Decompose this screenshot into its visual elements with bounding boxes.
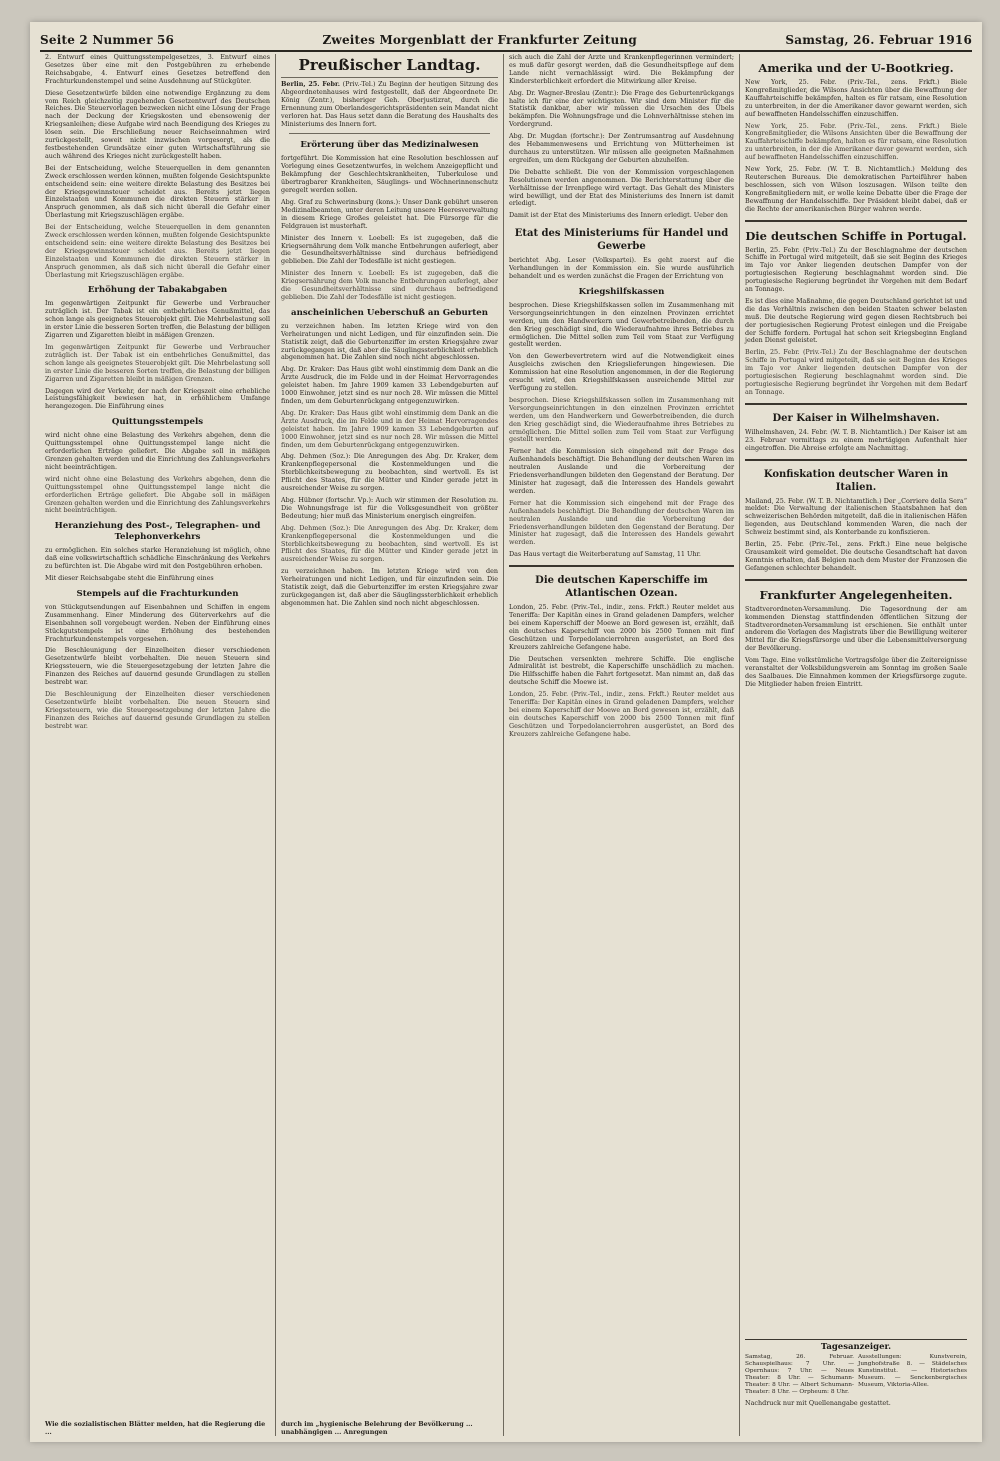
section-subheading: Stempels auf die Frachturkunden [76,588,239,599]
article-headline: Frankfurter Angelegenheiten. [759,587,953,602]
divider [745,403,967,405]
article-paragraph: besprochen. Diese Kriegshilfskassen sollen im Zusammenhang mit Versorgungseinrichtungen in den einzelnen Provinzen errichtet werden, um den Handwerkern und Gewerbetreibenden, die durch den Krieg geschädigt sind, die Wiederaufnahme ihres Betriebes zu ermöglichen. Die Mittel sollen zum Teil vom Staat zur Verfügung gestellt werden. [509,395,734,444]
dateline: Berlin, 25. Febr. [281,80,341,88]
header-page-number: Seite 2 Nummer 56 [40,33,175,47]
article-paragraph: wird nicht ohne eine Belastung des Verkehrs abgehen, denn die Quittungsstempel ohne Quittungsstempel lange nicht die erforderlichen Erträge geliefert. Die Abgabe soll in mäßigen Grenzen gehalten werden und die Einrichtung des Zahlungsverkehrs nicht beeinträchtigen. [45,474,270,515]
header-date: Samstag, 26. Februar 1916 [785,33,972,47]
column-2 [276,54,504,1436]
article-paragraph: Bei der Entscheidung, welche Steuerquellen in dem genannten Zweck erschlossen werden können, mußten folgende Gesichtspunkte entscheidend sein: eine weitere direkte Belastung des Besitzes bei der Kriegsgewinnsteuer scheidet aus. Bereits jetzt liegen Einzelstaaten und Kommunen die direkten Steuern stärker in Anspruch genommen, als daß sich nicht überall die Gefahr einer Überlastung mit Kriegszuschlägen ergäbe. [45,223,270,279]
article-paragraph: Von den Gewerbevertretern wird auf die Notwendigkeit eines Ausgleichs zwischen den Kriegslieferungen hingewiesen. Die Kommission hat eine Resolution angenommen, in der die Regierung ersucht wird, den Kriegshilfskassen ausreichende Mittel zur Verfügung zu stellen. [509,352,734,392]
newspaper-page [30,22,982,1442]
article-paragraph: zu verzeichnen haben. Im letzten Kriege wird von den Verheiratungen und nicht Ledigen, und für einzufinden sein. Die Statistik zeigt, daß die Geburtenziffer im ersten Kriegsjahre zwar zurückgegangen ist, daß aber die Säuglingssterblichkeit erheblich abgenommen hat. Die Zahlen sind noch nicht abgeschlossen. [281,567,498,607]
article-paragraph: Abg. Hübner (fortschr. Vp.): Auch wir stimmen der Resolution zu. Die Wohnungsfrage ist für die Volksgesundheit von größter Bedeutung; hier muß das Ministerium energisch eingreifen. [281,495,498,520]
article-paragraph: fortgeführt. Die Kommission hat eine Resolution beschlossen auf Vorlegung eines Gesetzentwurfes, in welchem Anzeigepflicht und Bekämpfung der Geschlechtskrankheiten, Tuberkulose und übertragbarer Krankheiten, Säuglings- und Wöchnerinnenschutz geregelt werden sollen. [281,154,498,195]
article-paragraph: von Stückgutsendungen auf Eisenbahnen und Schiffen in engem Zusammenhang. Einer Minderung des Güterverkehrs auf die Eisenbahnen soll vorgebeugt werden. Neben der Einführung eines Stückgutstempels ist eine Erhöhung des bestehenden Frachturkundenstempels vorgesehen. [45,602,270,643]
divider [289,133,490,134]
section-heading: Der Kaiser in Wilhelmshaven. [772,412,940,424]
listings-title: Tagesanzeiger. [820,1342,892,1352]
article-paragraph: Berlin, 25. Febr. (Priv.-Tel.) Zu der Beschlagnahme der deutschen Schiffe in Portugal wird mitgeteilt, daß sie seit Beginn des Krieges im Tajo vor Anker liegenden deutschen Dampfer von der portugiesischen Regierung beschlagnahmt worden sind. Die portugiesische Regierung begründet ihr Vorgehen mit dem Bedarf an Tonnage. [745,245,967,294]
article-paragraph: Abg. Dr. Kraker: Das Haus gibt wohl einstimmig dem Dank an die Ärzte Ausdruck, die im Felde und in der Heimat Hervorragendes geleistet haben. Im Jahre 1909 kamen 33 Lebendgeburten auf 1000 Einwohner, jetzt sind es nur noch 28. Wir müssen die Mittel finden, um dem Geburtenrückgang entgegenzuwirken. [281,408,498,449]
article-paragraph: New York, 25. Febr. (Priv.-Tel., zens. Frkft.) Biele Kongreßmitglieder, die Wilsons Ansichten über die Bewaffnung der Kauffahrteischiffe bekämpfen, halten es für ratsam, eine Resolution zu unterbreiten, in der die Amerikaner davor gewarnt werden, sich auf bewaffneten Handelsschiffen einzuschiffen. [745,78,967,118]
article-paragraph: zu ermöglichen. Ein solches starke Heranziehung ist möglich, ohne daß eine volkswirtschaftlich schädliche Einschränkung des Verkehrs zu befürchten ist. Die Abgabe wird mit den Postgebühren erhoben. [45,546,270,571]
article-paragraph: Die Deutschen versenkten mehrere Schiffe. Die englische Admiralität ist bestrebt, die Kaperschiffe unschädlich zu machen. Die Hilfsschiffe haben die Fahrt fortgesetzt. Man nimmt an, daß das deutsche Schiff die Moewe ist. [509,654,734,687]
section-heading: Die deutschen Kaperschiffe im Atlantischen Ozean. [535,575,708,600]
article-paragraph: Abg. Dr. Wagner-Breslau (Zentr.): Die Frage des Geburtenrückgangs halte ich für eine der wichtigsten. Wir sind dem Minister für die Statistik dankbar, aber wir müssen die Ursachen des Übels bekämpfen. Die Wohnungsfrage und die Lohnverhältnisse stehen im Vordergrund. [509,88,734,129]
article-headline: Preußischer Landtag. [281,56,498,78]
article-paragraph [281,81,498,128]
column-1 [40,54,276,1436]
article-paragraph: Es ist dies eine Maßnahme, die gegen Deutschland gerichtet ist und die das Verhältnis zwischen den beiden Staaten schwer belasten muß. Die deutsche Regierung wird gegen diesen Rechtsbruch bei der portugiesischen Regierung Protest einlegen und die Freigabe der Schiffe fordern. Portugal hat schon seit Kriegsbeginn England jeden Dienst geleistet. [745,296,967,345]
article-paragraph: sich auch die Zahl der Ärzte und Krankenpflegerinnen vermindert; es muß dafür gesorgt werden, daß die Gesundheitspflege auf dem Lande nicht vernachlässigt wird. Die Bekämpfung der Kindersterblichkeit erfordert die Mitwirkung aller Kreise. [509,54,734,85]
article-headline: Die deutschen Schiffe in Portugal. [745,228,967,243]
article-paragraph: Wilhelmshaven, 24. Febr. (W. T. B. Nichtamtlich.) Der Kaiser ist am 23. Februar vormittags zu einem mehrtägigen Aufenthalt hier eingetroffen. Die Abreise erfolgte am Nachmittag. [745,427,967,452]
listings-right: Ausstellungen: Kunstverein, Junghofstraße 8. — Städelsches Kunstinstitut. — Historisches Museum. — Senckenbergisches Museum, Viktoria-Allee. [858,1354,967,1388]
section-heading: Konfiskation deutscher Waren in Italien. [763,468,949,493]
article-paragraph: Abg. Dr. Kraker: Das Haus gibt wohl einstimmig dem Dank an die Ärzte Ausdruck, die im Felde und in der Heimat Hervorragendes geleistet haben. Im Jahre 1909 kamen 33 Lebendgeburten auf 1000 Einwohner, jetzt sind es nur noch 28. Wir müssen die Mittel finden, um dem Geburtenrückgang entgegenzuwirken. [281,365,498,405]
article-paragraph: berichtet Abg. Leser (Volkspartei). Es geht zuerst auf die Verhandlungen in der Kommission ein. Sie wurde ausführlich behandelt und es werden zunächst die Fragen der Errichtung von [509,256,734,281]
section-subheading: Erörterung über das Medizinalwesen [300,140,479,151]
article-paragraph: Damit ist der Etat des Ministeriums des Innern erledigt. Ueber den [509,211,728,220]
article-paragraph: besprochen. Diese Kriegshilfskassen sollen im Zusammenhang mit Versorgungseinrichtungen in den einzelnen Provinzen errichtet werden, um den Handwerkern und Gewerbetreibenden, die durch den Krieg geschädigt sind, die Wiederaufnahme ihres Betriebes zu ermöglichen. Die Mittel sollen zum Teil vom Staat zur Verfügung gestellt werden. [509,300,734,349]
columns [40,54,972,1436]
article-paragraph: Vom Tage. Eine volkstümliche Vortragsfolge über die Zeitereignisse veranstaltet der Volksbildungsverein am Sonntag im großen Saale des Saalbaues. Die Einnahmen kommen der Kriegsfürsorge zugute. Die Mitglieder haben freien Eintritt. [745,656,967,688]
article-paragraph: Im gegenwärtigen Zeitpunkt für Gewerbe und Verbraucher zuträglich ist. Der Tabak ist ein entbehrliches Genußmittel, das schon lange als geeignetes Steuerobjekt gilt. Die Mehrbelastung soll in erster Linie die besseren Sorten treffen, die Belastung der billigen Zigarren und Zigaretten bleibt in mäßigen Grenzen. [45,299,270,340]
article-paragraph: 2. Entwurf eines Quittungsstempelgesetzes, 3. Entwurf eines Gesetzes über eine mit den Postgebühren zu erhebende Reichsabgabe, 4. Entwurf eines Gesetzes betreffend den Frachturkundenstempel und seine Ausdehnung auf Stückgüter. [45,54,270,85]
article-paragraph: Abg. Dehmen (Soz.): Die Anregungen des Abg. Dr. Kraker, dem Krankenpflegepersonal die Kostenmeldungen und die Sterblichkeitsbewegung zu beobachten, sind wertvoll. Es ist Pflicht des Staates, für die Mütter und Kinder gerade jetzt in ausreichender Weise zu sorgen. [281,523,498,564]
column-footer-line: durch im „hygienische Belehrung der Bevölkerung ... unabhängigen ... Anregungen [281,1420,473,1436]
article-paragraph: Berlin, 25. Febr. (Priv.-Tel.) Zu der Beschlagnahme der deutschen Schiffe in Portugal wird mitgeteilt, daß sie seit Beginn des Krieges im Tajo vor Anker liegenden deutschen Dampfer von der portugiesischen Regierung beschlagnahmt worden sind. Die portugiesische Regierung begründet ihr Vorgehen mit dem Bedarf an Tonnage. [745,348,967,396]
column-footer-line: Wie die sozialistischen Blätter melden, hat die Regierung die ... [45,1420,266,1436]
article-paragraph: Ferner hat die Kommission sich eingehend mit der Frage des Außenhandels beschäftigt. Die Behandlung der deutschen Waren im neutralen Auslande und die Vorbereitung der Friedensverhandlungen bildeten den Gegenstand der Beratung. Der Minister hat zugesagt, daß die Interessen des Handels gewahrt werden. [509,447,734,495]
article-paragraph: Das Haus vertagt die Weiterberatung auf Samstag, 11 Uhr. [509,550,701,559]
column-3 [504,54,740,1436]
article-paragraph: Stadtverordneten-Versammlung. Die Tagesordnung der am kommenden Dienstag stattfindenden öffentlichen Sitzung der Stadtverordneten-Versammlung ist erschienen. Sie enthält unter anderem die Vorlagen des Magistrats über die Bewilligung weiterer Mittel für die Kriegsfürsorge und über die Lebensmittelversorgung der Bevölkerung. [745,604,967,653]
column-4 [740,54,972,1436]
section-subheading: Heranziehung des Post-, Telegraphen- und Telephonverkehrs [54,521,261,543]
article-paragraph: Im gegenwärtigen Zeitpunkt für Gewerbe und Verbraucher zuträglich ist. Der Tabak ist ein entbehrliches Genußmittel, das schon lange als geeignetes Steuerobjekt gilt. Die Mehrbelastung soll in erster Linie die besseren Sorten treffen, die Belastung der billigen Zigarren und Zigaretten bleibt in mäßigen Grenzen. [45,343,270,383]
article-paragraph: Die Debatte schließt. Die von der Kommission vorgeschlagenen Resolutionen werden angenommen. Die Berichterstattung über die Verhältnisse der Irrenpflege wird vertagt. Das Gehalt des Ministers wird bewilligt, und der Etat des Ministeriums des Innern ist damit erledigt. [509,167,734,208]
section-subheading: Quittungsstempels [111,417,204,428]
divider [745,579,967,581]
article-paragraph: London, 25. Febr. (Priv.-Tel., indir., zens. Frkft.) Reuter meldet aus Teneriffa: Der Kapitän eines in Grand geladenen Dampfers, welcher bei einem Kaperschiff der Moewe an Bord gewesen ist, erzählt, daß ein deutsches Kaperschiff von 2000 bis 2500 Tonnen mit fünf Geschützen und Torpedolancierrohren ausgerüstet, an Bord des Kreuzers zahlreiche Gefangene habe. [509,603,734,651]
article-paragraph: Abg. Graf zu Schwerinsburg (kons.): Unser Dank gebührt unseren Medizinalbeamten, unter deren Leitung unsere Heeresverwaltung in diesem Kriege Großes geleistet hat. Die Fürsorge für die Feldgrauen ist musterhaft. [281,197,498,230]
article-paragraph: New York, 25. Febr. (Priv.-Tel., zens. Frkft.) Biele Kongreßmitglieder, die Wilsons Ansichten über die Bewaffnung der Kauffahrteischiffe bekämpfen, halten es für ratsam, eine Resolution zu unterbreiten, in der die Amerikaner davor gewarnt werden, sich auf bewaffneten Handelsschiffen einzuschiffen. [745,121,967,162]
section-heading: Etat des Ministeriums für Handel und Gewerbe [514,228,729,253]
article-paragraph: Berlin, 25. Febr. (Priv.-Tel., zens. Frkft.) Eine neue belgische Grausamkeit wird gemeldet. Die deutsche Gesandtschaft hat davon Kenntnis erhalten, daß Belgien nach dem Muster der Franzosen die Gefangenen schlechter behandelt. [745,540,967,572]
divider [509,565,734,567]
article-paragraph: Ferner hat die Kommission sich eingehend mit der Frage des Außenhandels beschäftigt. Die Behandlung der deutschen Waren im neutralen Auslande und die Vorbereitung der Friedensverhandlungen bildeten den Gegenstand der Beratung. Der Minister hat zugesagt, daß die Interessen des Handels gewahrt werden. [509,498,734,547]
section-subheading: Kriegshilfskassen [578,286,665,297]
listings-left: Samstag, 26. Februar. Schauspielhaus: 7 Uhr. — Opernhaus: 7 Uhr. — Neues Theater: 8 Uhr. — Schumann-Theater: 8 Uhr. — Albert Schumann-Theater: 8 Uhr. — Orpheum: 8 Uhr. [745,1354,854,1395]
article-paragraph: Die Beschleunigung der Einzelheiten dieser verschiedenen Gesetzentwürfe bleibt vorbehalten. Die neuen Steuern sind Kriegssteuern, wie die Steuergesetzgebung der letzten Jahre die Finanzen des Reiches auf dauernd gesunde Grundlagen zu stellen bestrebt war. [45,646,270,687]
page-header [40,24,972,52]
article-paragraph: Abg. Dehmen (Soz.): Die Anregungen des Abg. Dr. Kraker, dem Krankenpflegepersonal die Kostenmeldungen und die Sterblichkeitsbewegung zu beobachten, sind wertvoll. Es ist Pflicht des Staates, für die Mütter und Kinder gerade jetzt in ausreichender Weise zu sorgen. [281,452,498,493]
article-paragraph: Minister des Innern v. Loebell: Es ist zugegeben, daß die Kriegsernährung dem Volk manche Entbehrungen auferlegt, aber die Gesundheitsverhältnisse sind durchaus befriedigend geblieben. Die Zahl der Todesfälle ist nicht gestiegen. [281,269,498,301]
article-paragraph: Dagegen wird der Verkehr, der nach der Kriegszeit eine erhebliche Leistungsfähigkeit bewiesen hat, in erhöhlichem Umfange herangezogen. Die Einführung eines [45,386,270,411]
article-paragraph: London, 25. Febr. (Priv.-Tel., indir., zens. Frkft.) Reuter meldet aus Teneriffa: Der Kapitän eines in Grand geladenen Dampfers, welcher bei einem Kaperschiff der Moewe an Bord gewesen ist, erzählt, daß ein deutsches Kaperschiff von 2000 bis 2500 Tonnen mit fünf Geschützen und Torpedolancierrohren ausgerüstet, an Bord des Kreuzers zahlreiche Gefangene habe. [509,690,734,738]
article-paragraph: Mailand, 25. Febr. (W. T. B. Nichtamtlich.) Der „Corriere della Sera“ meldet: Die Verwaltung der italienischen Staatsbahnen hat den schweizerischen Behörden mitgeteilt, daß die in italienischen Häfen liegenden, aus Deutschland kommenden Waren, die nach der Schweiz bestimmt sind, als Konterbande zu konfiszieren. [745,496,967,537]
article-paragraph: Die Beschleunigung der Einzelheiten dieser verschiedenen Gesetzentwürfe bleibt vorbehalten. Die neuen Steuern sind Kriegssteuern, wie die Steuergesetzgebung der letzten Jahre die Finanzen des Reiches auf dauernd gesunde Grundlagen zu stellen bestrebt war. [45,690,270,730]
article-paragraph: Abg. Dr. Mugdan (fortschr.): Der Zentrumsantrag auf Ausdehnung des Hebammenwesens und Errichtung von Mütterheimen ist durchaus zu unterstützen. Wir müssen alle geeigneten Maßnahmen ergreifen, um dem Rückgang der Geburten abzuhelfen. [509,132,734,164]
article-paragraph: Bei der Entscheidung, welche Steuerquellen in dem genannten Zweck erschlossen werden können, mußten folgende Gesichtspunkte entscheidend sein: eine weitere direkte Belastung des Besitzes bei der Kriegsgewinnsteuer scheidet aus. Bereits jetzt liegen Einzelstaaten und Kommunen die direkten Steuern stärker in Anspruch genommen, als daß sich nicht überall die Gefahr einer Überlastung mit Kriegszuschlägen ergäbe. [45,163,270,220]
header-publication: Zweites Morgenblatt der Frankfurter Zeitung [322,33,637,47]
listings-footer: Nachdruck nur mit Quellenangabe gestattet. [745,1399,891,1407]
divider [745,220,967,222]
listings-grid [745,1354,967,1400]
article-text: (Priv.-Tel.) Zu Beginn der heutigen Sitzung des Abgeordnetenhauses wird festgestellt, daß der Abgeordnete Dr. König (Zentr.), bisheriger Geh. Oberjustizrat, durch die Ernennung zum Oberlandesgerichtspräsidenten sein Mandat nicht verloren hat. Das Haus setzt dann die Beratung des Haushalts des Ministeriums des Innern fort. [281,80,498,128]
article-paragraph: New York, 25. Febr. (W. T. B. Nichtamtlich.) Meldung des Reuterschen Bureaus. Die demokratischen Parteiführer haben beschlossen, sich von Wilson loszusagen. Wilson teilte den Kongreßmitgliedern mit, er wolle keine Debatte über die Frage der Bewaffnung der Handelsschiffe. Der Präsident bleibt dabei, daß er die Rechte der amerikanischen Bürger wahren werde. [745,165,967,213]
divider [745,459,967,461]
article-paragraph: Mit dieser Reichsabgabe steht die Einführung eines [45,574,214,583]
article-paragraph: Diese Gesetzentwürfe bilden eine notwendige Ergänzung zu dem vom Reich gleichzeitig zugehenden Gesetzentwurf des Deutschen Reiches. Die Steuervorlagen bezwecken nicht eine Lösung der Frage nach der Deckung der Kriegskosten und ebensowenig der Kriegsanleihen; diese Aufgabe wird nach Beendigung des Krieges zu lösen sein. Die Erschließung neuer Reichseinnahmen wird zurückgestellt, soweit nicht inzwischen vorgesorgt, als die festbestehenden Grundsätze einer guten Wirtschaftsführung sie auch während des Krieges nicht zurückgestellt haben. [45,88,270,160]
article-paragraph: Minister des Innern v. Loebell: Es ist zugegeben, daß die Kriegsernährung dem Volk manche Entbehrungen auferlegt, aber die Gesundheitsverhältnisse sind durchaus befriedigend geblieben. Die Zahl der Todesfälle ist nicht gestiegen. [281,233,498,266]
daily-listings [745,1339,967,1436]
section-subheading: Erhöhung der Tabakabgaben [87,285,228,296]
section-subheading: anscheinlichen Ueberschuß an Geburten [291,307,488,318]
article-headline: Amerika und der U-Bootkrieg. [758,61,954,75]
article-paragraph: wird nicht ohne eine Belastung des Verkehrs abgehen, denn die Quittungsstempel ohne Quittungsstempel lange nicht die erforderlichen Erträge geliefert. Die Abgabe soll in mäßigen Grenzen gehalten werden und die Einrichtung des Zahlungsverkehrs nicht beeinträchtigen. [45,431,270,471]
article-paragraph: zu verzeichnen haben. Im letzten Kriege wird von den Verheiratungen und nicht Ledigen, und für einzufinden sein. Die Statistik zeigt, daß die Geburtenziffer im ersten Kriegsjahre zwar zurückgegangen ist, daß aber die Säuglingssterblichkeit erheblich abgenommen hat. Die Zahlen sind noch nicht abgeschlossen. [281,321,498,362]
